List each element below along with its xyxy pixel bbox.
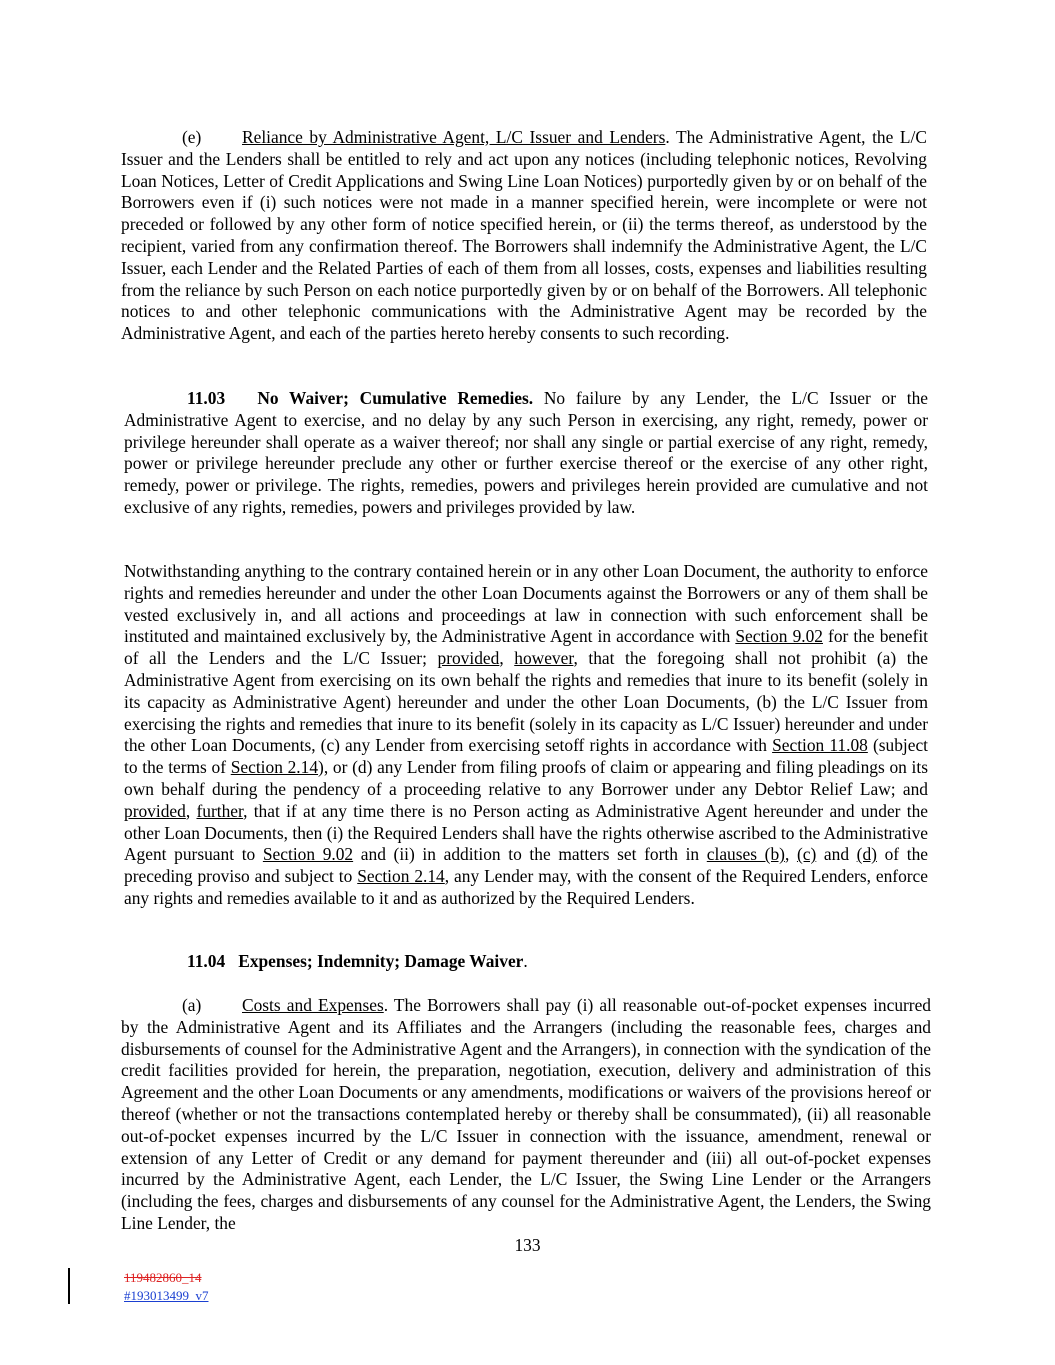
text-run: (subject to the terms of: [124, 735, 928, 778]
section-number: 11.03: [187, 388, 226, 408]
text-run: ), or (d) any Lender from filing proofs of claim or appearing and filing pleadings on its own behalf during the pendency of a proceeding relative to any Borrower under any Debtor Relief Law; and: [124, 757, 928, 799]
text-run: ,: [784, 844, 797, 865]
section-text: No failure by any Lender, the L/C Issuer or the Administrative Agent to exercise, and no delay by any such Person in exercising, any right, remedy, power or privilege hereunder shall operate as a waiver thereof; nor shall any single or partial exercise of any right, remedy, power or privilege hereunder preclude any other or further exercise thereof or the exercise of any other right, remedy, power or privilege. The rights, remedies, powers and privileges herein provided are cumulative and not exclusive of any rights, remedies, powers and privileges provided by law.: [124, 388, 928, 517]
however-term: however: [514, 648, 574, 669]
notwithstanding-paragraph: [124, 561, 928, 910]
text-run: Notwithstanding anything to the contrary contained herein or in any other Loan Document, the authority to enforce rights and remedies hereunder and under the other Loan Documents against the Borrowers or any of them shall be vested exclusively in, and all actions and proceedings at law in connection with such enforcement shall be instituted and maintained exclusively by, the Administrative Agent in accordance with: [124, 561, 928, 647]
footer-new-doc-id: #193013499_v7: [124, 1288, 209, 1303]
text-run: , any Lender may, with the consent of the Required Lenders, enforce any rights and remedies available to it and as authorized by the Required Lenders.: [124, 866, 928, 908]
text-run: , that if at any time there is no Person acting as Administrative Agent hereunder and under the other Loan Documents, then (i) the Required Lenders shall have the rights otherwise ascribed to the Administrative Agent pursuant to: [124, 800, 928, 865]
text-run: , that the foregoing shall not prohibit (a) the Administrative Agent from exercising on its own behalf the rights and remedies that inure to its benefit (solely in its capacity as Administrative Agent) hereunder and under the other Loan Documents, (b) the L/C Issuer from exercising the rights and remedies that inure to its benefit (solely in its capacity as L/C Issuer) hereunder and under the other Loan Documents, (c) any Lender from exercising setoff rights in accordance with: [124, 648, 928, 756]
section-11-03: [124, 388, 928, 519]
section-trail: .: [523, 951, 528, 971]
provided-term: provided: [437, 648, 500, 669]
section-title: Expenses; Indemnity; Damage Waiver: [238, 951, 524, 971]
paragraph-heading: Costs and Expenses: [242, 995, 384, 1015]
paragraph-heading: Reliance by Administrative Agent, L/C Issuer and Lenders: [242, 127, 666, 147]
section-reference: Section 9.02: [262, 844, 354, 865]
section-title: No Waiver; Cumulative Remedies.: [257, 388, 534, 408]
provided-term: provided: [124, 800, 186, 821]
text-run: ,: [499, 648, 515, 669]
paragraph-e: [121, 127, 927, 345]
section-reference: Section 11.08: [772, 735, 868, 756]
section-11-04-heading: [124, 951, 928, 973]
paragraph-text: . The Borrowers shall pay (i) all reasonable out-of-pocket expenses incurred by the Administrative Agent and its Affiliates and the Arrangers (including the reasonable fees, charges and disbursements of counsel for the Administrative Agent and the Arrangers), in connection with the syndication of the credit facilities provided for herein, the preparation, negotiation, execution, delivery and administration of this Agreement and the other Loan Documents or any amendments, modifications or waivers of the provisions hereof or thereof (whether or not the transactions contemplated hereby or thereby shall be consummated), (ii) all reasonable out-of-pocket expenses incurred by the L/C Issuer in connection with the issuance, amendment, renewal or extension of any Letter of Credit or any demand for payment thereunder and (iii) all out-of-pocket expenses incurred by the Administrative Agent, each Lender, the L/C Issuer, the Swing Line Lender or the Arrangers (including the fees, charges and disbursements of any counsel for the Administrative Agent, the Lenders, the Swing Line Lender, the: [121, 995, 932, 1233]
clause-reference: (c): [796, 844, 817, 865]
clause-reference: clauses (b): [706, 844, 785, 865]
further-term: further: [196, 800, 244, 821]
text-run: for the benefit of all the Lenders and the L/C Issuer;: [124, 626, 928, 669]
paragraph-text: . The Administrative Agent, the L/C Issuer and the Lenders shall be entitled to rely and act upon any notices (including telephonic notices, Revolving Loan Notices, Letter of Credit Applications and Swing Line Loan Notices) purportedly given by or on behalf of the Borrowers even if (i) such notices were not made in a manner specified herein, were incomplete or were not preceded or followed by any other form of notice specified herein, or (ii) the terms thereof, as understood by the recipient, varied from any confirmation thereof. The Borrowers shall indemnify the Administrative Agent, the L/C Issuer, each Lender and the Related Parties of each of them from all losses, costs, expenses and liabilities resulting from the reliance by such Person on each notice purportedly given by or on behalf of the Borrowers. All telephonic notices to and other telephonic communications with the Administrative Agent may be recorded by the Administrative Agent, and each of the parties hereto hereby consents to such recording.: [121, 127, 927, 344]
change-bar: [68, 1268, 70, 1304]
clause-reference: (d): [856, 844, 877, 865]
section-number: 11.04: [187, 951, 226, 971]
text-run: of the preceding proviso and subject to: [124, 844, 928, 887]
paragraph-label: (e): [182, 127, 202, 147]
paragraph-a: [121, 995, 931, 1235]
section-reference: Section 2.14: [357, 866, 445, 887]
footer-old-doc-id: 119482860_14: [124, 1270, 202, 1285]
paragraph-label: (a): [182, 995, 202, 1015]
text-run: ,: [185, 800, 197, 821]
section-reference: Section 9.02: [735, 626, 823, 647]
page-number: 133: [514, 1235, 541, 1255]
text-run: and (ii) in addition to the matters set forth in: [353, 844, 707, 865]
text-run: and: [816, 844, 857, 865]
section-reference: Section 2.14: [230, 757, 319, 778]
